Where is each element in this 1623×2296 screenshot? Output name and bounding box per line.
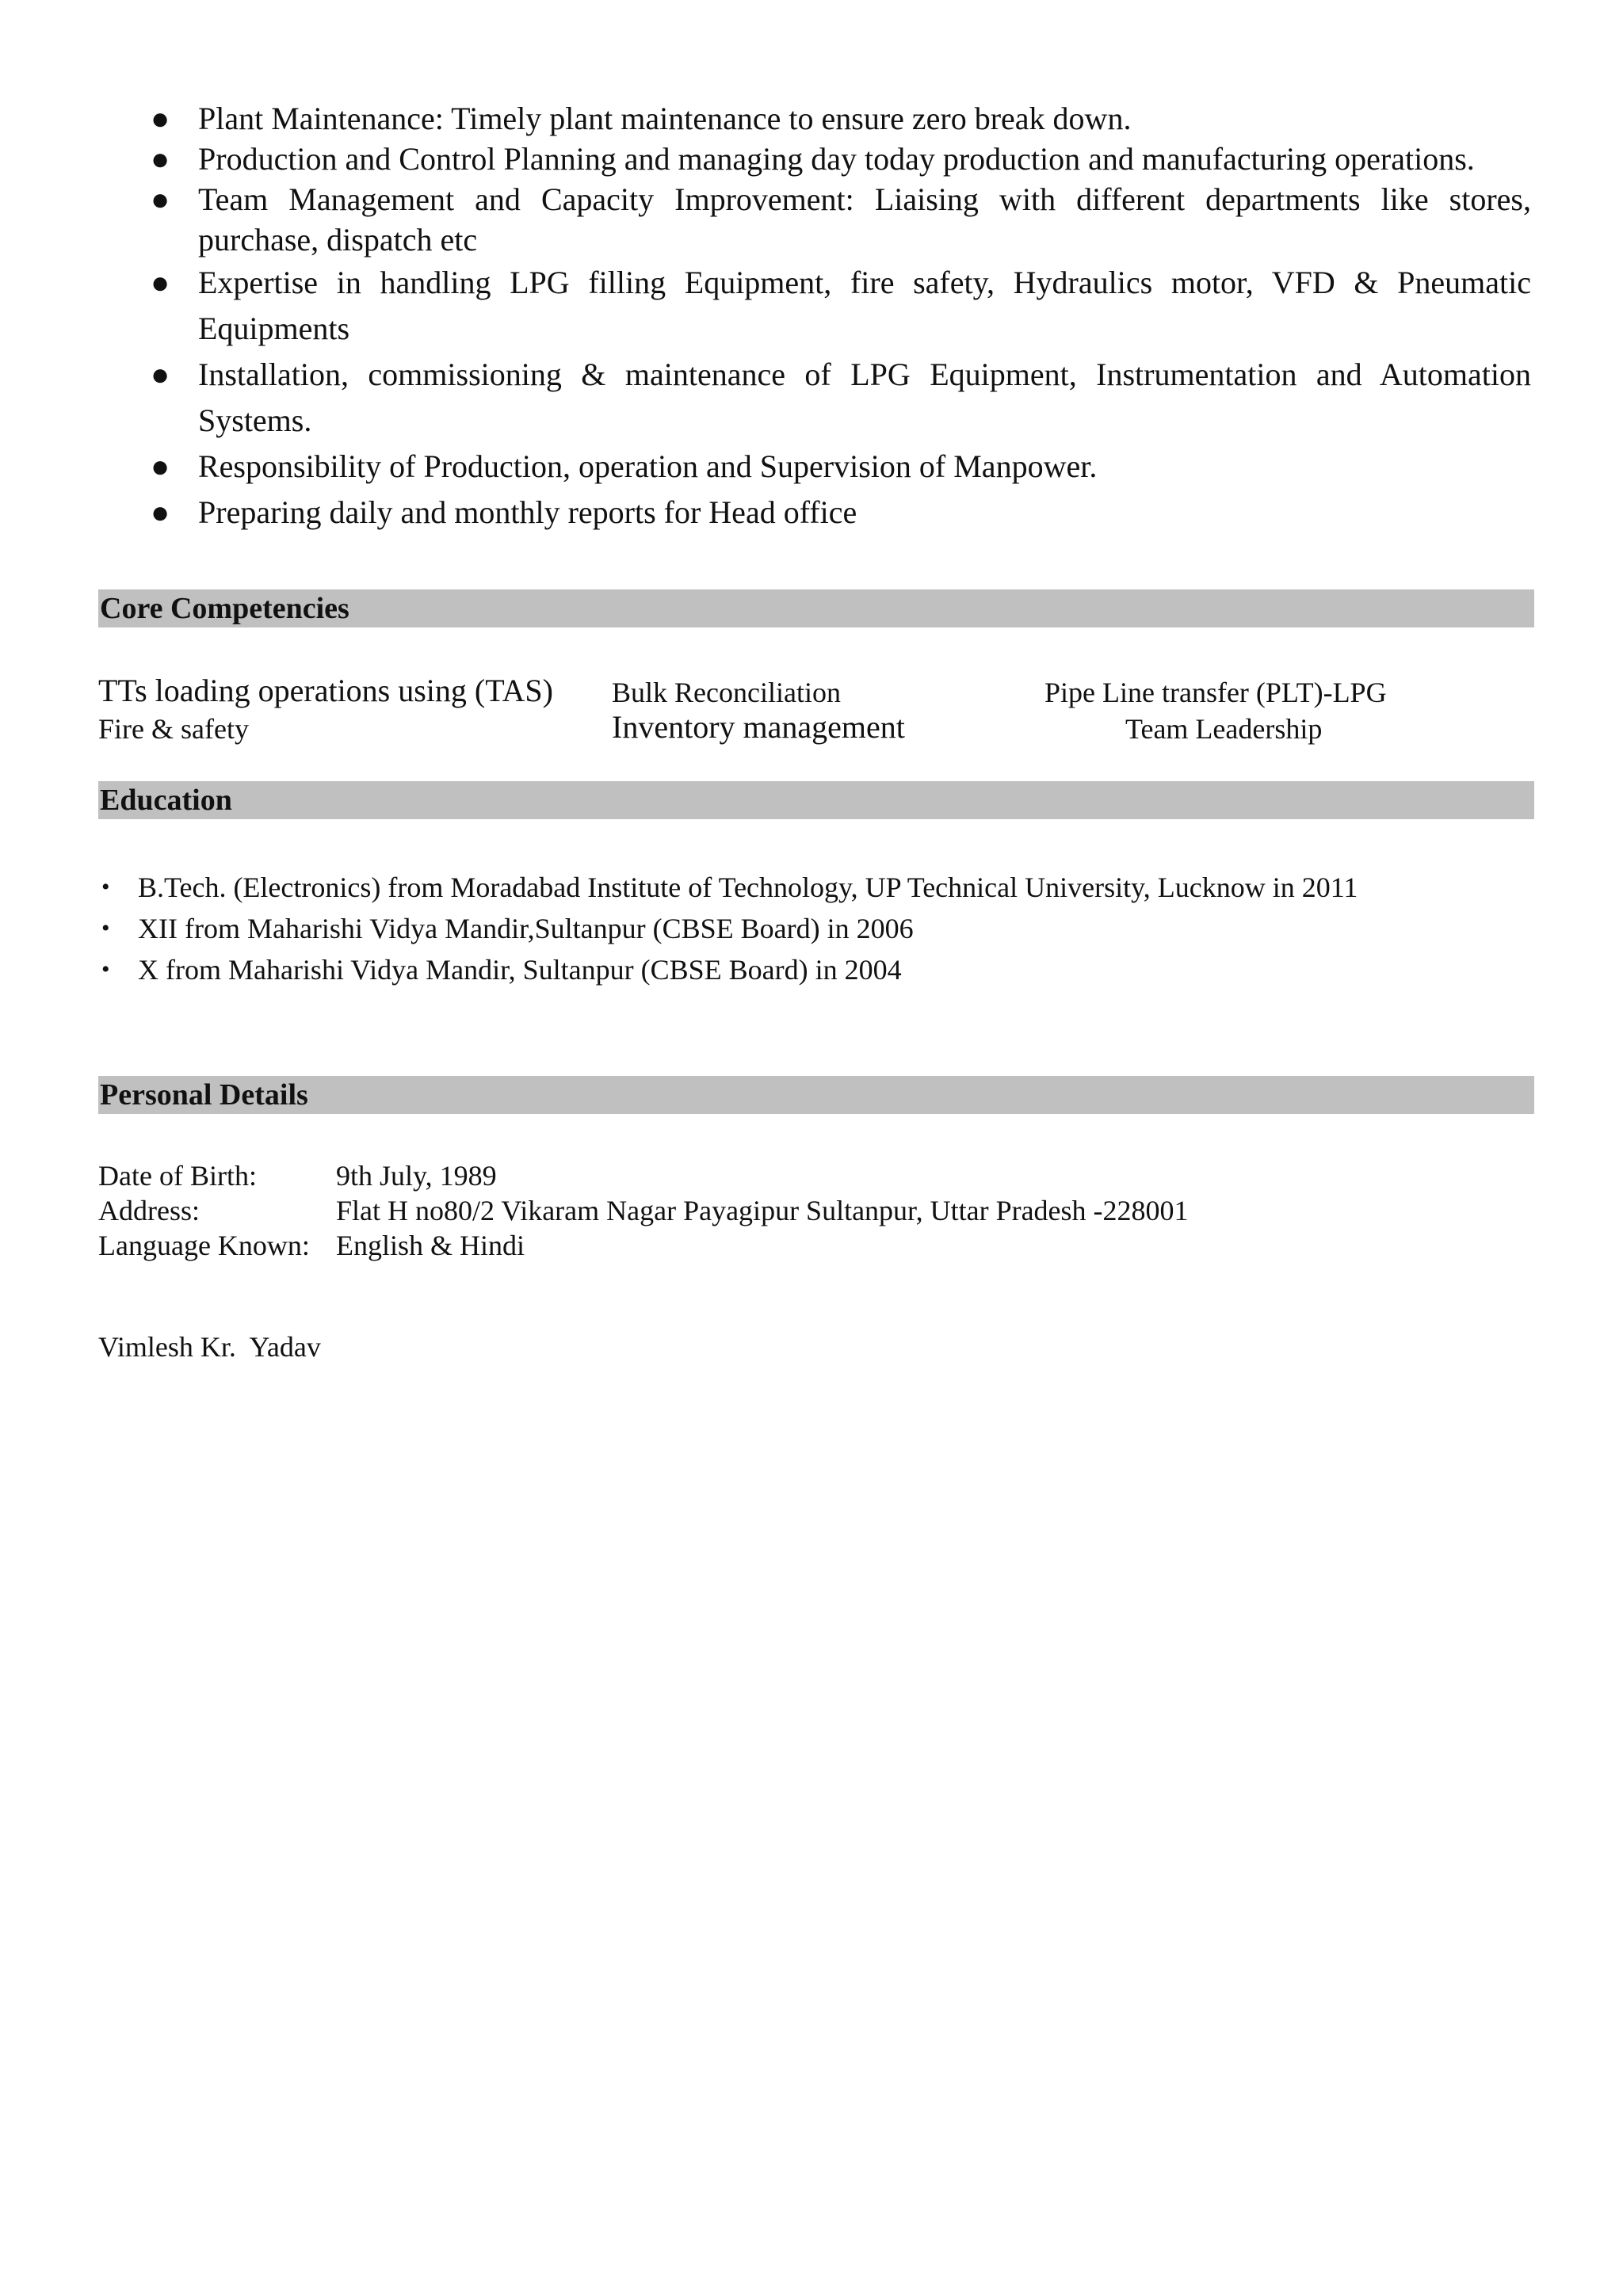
competency-item: Bulk Reconciliation [612, 677, 841, 708]
personal-detail-row [98, 1228, 525, 1263]
bullet-icon: ● [151, 101, 170, 136]
list-item: ● Team Management and Capacity Improvement: Liaising with different departments like stores, purchase, dispatch etc [144, 179, 1531, 260]
list-item: ● Installation, commissioning & maintenance of LPG Equipment, Instrumentation and Automation Systems. [144, 352, 1531, 444]
section-title: Education [100, 784, 232, 817]
responsibilities-list [144, 98, 1531, 536]
signature-name: Vimlesh Kr. Yadav [98, 1331, 321, 1363]
competency-item: Team Leadership [1125, 713, 1323, 745]
personal-detail-row [98, 1158, 497, 1193]
education-header [98, 781, 1534, 819]
competency-item: Pipe Line transfer (PLT)-LPG [1044, 677, 1387, 708]
bullet-icon: ● [151, 357, 170, 392]
list-item: • B.Tech. (Electronics) from Moradabad Institute of Technology, UP Technical University, Lucknow in 2011 [98, 867, 1358, 908]
bullet-icon: ● [151, 494, 170, 530]
detail-value: 9th July, 1989 [336, 1160, 497, 1192]
list-item: • X from Maharishi Vidya Mandir, Sultanpur (CBSE Board) in 2004 [98, 949, 1358, 990]
competency-item: Inventory management [612, 709, 905, 745]
list-item: • XII from Maharishi Vidya Mandir,Sultanpur (CBSE Board) in 2006 [98, 908, 1358, 949]
list-item: ● Responsibility of Production, operation and Supervision of Manpower. [144, 444, 1531, 490]
detail-label: Date of Birth: [98, 1160, 257, 1192]
personal-detail-row [98, 1193, 1189, 1228]
list-item: ● Expertise in handling LPG filling Equipment, fire safety, Hydraulics motor, VFD & Pneumatic Equipments [144, 260, 1531, 352]
bullet-icon: • [101, 874, 110, 900]
education-list [98, 867, 1358, 990]
core-competencies-header [98, 589, 1534, 627]
detail-label: Address: [98, 1195, 200, 1226]
detail-label: Language Known: [98, 1230, 310, 1261]
list-item: ● Preparing daily and monthly reports for Head office [144, 490, 1531, 536]
list-item: ● Production and Control Planning and managing day today production and manufacturing operations. [144, 139, 1531, 179]
section-title: Personal Details [100, 1078, 308, 1112]
competency-item: TTs loading operations using (TAS) [98, 673, 553, 708]
list-item: ● Plant Maintenance: Timely plant maintenance to ensure zero break down. [144, 98, 1531, 139]
bullet-icon: ● [151, 448, 170, 484]
bullet-icon: ● [151, 141, 170, 177]
personal-details-header [98, 1076, 1534, 1114]
bullet-icon: ● [151, 265, 170, 300]
competency-item: Fire & safety [98, 713, 249, 745]
detail-value: English & Hindi [336, 1230, 525, 1261]
bullet-icon: • [101, 956, 110, 982]
section-title: Core Competencies [100, 592, 349, 625]
bullet-icon: • [101, 915, 110, 941]
bullet-icon: ● [151, 181, 170, 217]
detail-value: Flat H no80/2 Vikaram Nagar Payagipur Sultanpur, Uttar Pradesh -228001 [336, 1195, 1189, 1226]
